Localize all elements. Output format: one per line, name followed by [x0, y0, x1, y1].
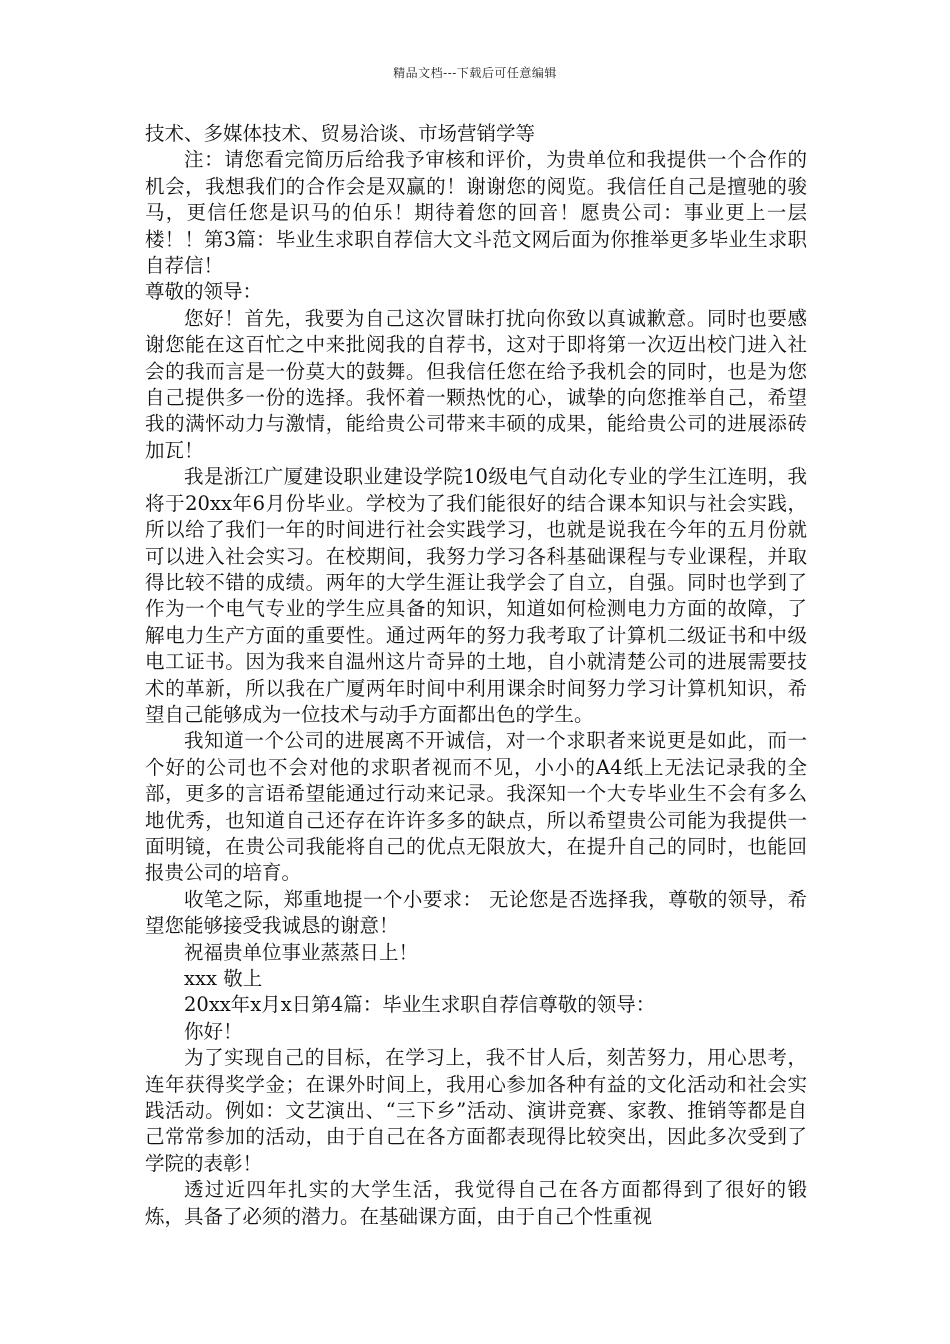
signature: xxx 敬上 [184, 967, 263, 990]
paragraph-university-life: 透过近四年扎实的大学生活，我觉得自己在各方面都得到了很好的锻炼，具备了必须的潜力。在基础课方面，由于自己个性重视 [145, 1178, 807, 1228]
salutation: 尊敬的领导： [145, 280, 263, 304]
paragraph-greeting: 您好！首先，我要为自己这次冒昧打扰向你致以真诚歉意。同时也要感谢您能在这百忙之中来批阅我的自荐书，这对于即将第一次迈出校门进入社会的我而言是一份莫大的鼓舞。但我信任您在给予我机会的同时，也是为您自己提供多一份的选择。我怀着一颗热忱的心，诚挚的向您推举自己，希望我的满怀动力与激情，能给贵公司带来丰硕的成果，能给贵公司的进展添砖加瓦！ [145, 306, 807, 462]
paragraph-integrity: 我知道一个公司的进展离不开诚信，对一个求职者来说更是如此，而一个好的公司也不会对他的求职者视而不见，小小的A4纸上无法记录我的全部，更多的言语希望能通过行动来记录。我深知一个大专毕业生不会有多么地优秀，也知道自己还存在许许多多的缺点，所以希望贵公司能为我提供一面明镜，在贵公司我能将自己的优点无限放大，在提升自己的同时，也能回报贵公司的培育。 [145, 729, 807, 885]
document-body [145, 121, 807, 1230]
paragraph-closing: 收笔之际，郑重地提一个小要求： 无论您是否选择我，尊敬的领导，希望您能够接受我诚恳的谢意！ [145, 887, 807, 938]
paragraph-date-section4: 20xx年x月x日第4篇：毕业生求职自荐信尊敬的领导： [184, 993, 656, 1017]
paragraph-hello: 你好！ [184, 1019, 243, 1043]
page-header: 精品文档---下载后可任意编辑 [393, 66, 557, 80]
paragraph-goals: 为了实现自己的目标，在学习上，我不甘人后，刻苦努力，用心思考，连年获得奖学金；在课外时间上，我用心参加各种有益的文化活动和社会实践活动。例如：文艺演出、“三下乡”活动、演讲竞赛、家教、推销等都是自己常常参加的活动，由于自己在各方面都表现得比较突出，因此多次受到了学院的表彰！ [145, 1046, 807, 1175]
paragraph-wishes: 祝福贵单位事业蒸蒸日上！ [184, 940, 419, 964]
paragraph-note: 注：请您看完简历后给我予审核和评价，为贵单位和我提供一个合作的机会，我想我们的合作会是双赢的！谢谢您的阅览。我信任自己是擅驰的骏马，更信任您是识马的伯乐！期待着您的回音！愿贵公司：事业更上一层楼！！第3篇：毕业生求职自荐信大文斗范文网后面为你推举更多毕业生求职自荐信！ [145, 148, 807, 278]
paragraph-skills: 技术、多媒体技术、贸易洽谈、市场营销学等 [145, 122, 536, 145]
paragraph-background: 我是浙江广厦建设职业建设学院10级电气自动化专业的学生江连明，我将于20xx年6月份毕业。学校为了我们能很好的结合课本知识与社会实践，所以给了我们一年的时间进行社会实践学习，也就是说我在今年的五月份就可以进入社会实习。在校期间，我努力学习各科基础课程与专业课程，并取得比较不错的成绩。两年的大学生涯让我学会了自立，自强。同时也学到了作为一个电气专业的学生应具备的知识，知道如何检测电力方面的故障，了解电力生产方面的重要性。通过两年的努力我考取了计算机二级证书和中级电工证书。因为我来自温州这片奇异的土地，自小就清楚公司的进展需要技术的革新，所以我在广厦两年时间中利用课余时间努力学习计算机知识，希望自己能够成为一位技术与动手方面都出色的学生。 [145, 465, 807, 726]
